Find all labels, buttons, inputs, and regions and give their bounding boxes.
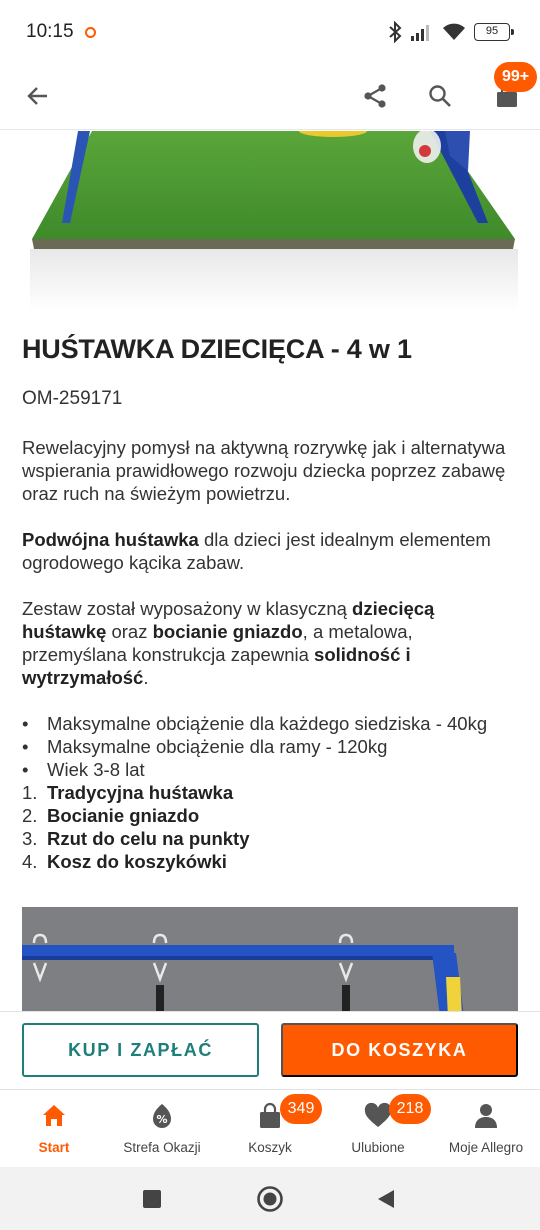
list-item-text: Kosz do koszykówki	[47, 851, 227, 872]
signal-icon	[410, 22, 434, 42]
status-time: 10:15	[26, 21, 74, 42]
recent-apps-button[interactable]	[134, 1181, 170, 1217]
number: 1.	[22, 782, 38, 803]
desc-bold: bocianie gniazdo	[152, 621, 303, 642]
battery-indicator: 95	[474, 23, 510, 41]
list-item	[22, 758, 532, 781]
list-item	[22, 781, 532, 804]
bullet: •	[22, 713, 29, 734]
number: 3.	[22, 828, 38, 849]
triangle-back-icon	[375, 1188, 397, 1210]
bottom-navigation	[0, 1089, 540, 1167]
discount-bag-icon	[148, 1102, 176, 1130]
back-button[interactable]	[14, 72, 62, 120]
favorites-count-badge: 218	[389, 1094, 431, 1124]
list-item	[22, 850, 532, 873]
square-icon	[142, 1189, 162, 1209]
product-sku: OM-259171	[22, 388, 123, 409]
purchase-action-bar	[0, 1011, 540, 1089]
desc-bold: dziecięcą huśtawkę	[22, 598, 435, 642]
home-icon	[40, 1102, 68, 1130]
share-icon	[361, 82, 389, 110]
notification-dot-icon	[85, 27, 96, 38]
list-item	[22, 804, 532, 827]
nav-label: Moje Allegro	[448, 1140, 524, 1155]
list-item-text: Bocianie gniazdo	[47, 805, 200, 826]
list-item	[22, 712, 532, 735]
number: 4.	[22, 851, 38, 872]
description-paragraph-2	[22, 528, 522, 574]
buy-now-button[interactable]: KUP I ZAPŁAĆ	[22, 1023, 259, 1077]
bullet: •	[22, 759, 29, 780]
add-to-cart-button[interactable]: DO KOSZYKA	[281, 1023, 518, 1077]
nav-item-moje-allegro[interactable]	[432, 1090, 540, 1168]
desc-text: oraz	[106, 621, 153, 642]
system-navigation-bar	[0, 1167, 540, 1230]
share-button[interactable]	[351, 72, 399, 120]
nav-label: Start	[38, 1140, 70, 1155]
desc-text: .	[143, 667, 149, 688]
desc-text: , a metalowa, przemyślana konstrukcja zapewnia	[22, 621, 413, 665]
description-paragraph-3	[22, 597, 522, 689]
search-button[interactable]	[416, 72, 464, 120]
product-photo	[0, 131, 540, 311]
status-bar	[0, 0, 540, 62]
status-icons	[388, 20, 510, 44]
bluetooth-icon	[388, 21, 402, 43]
nav-item-strefa-okazji[interactable]	[108, 1090, 216, 1168]
product-image-swing-on-grass[interactable]	[0, 131, 540, 311]
desc-text: dla dzieci jest idealnym elementem ogrodowego kącika zabaw.	[22, 529, 491, 573]
list-item-text: Rzut do celu na punkty	[47, 828, 250, 849]
back-system-button[interactable]	[368, 1181, 404, 1217]
heart-icon	[364, 1102, 392, 1130]
feature-list	[22, 712, 532, 873]
circle-icon	[256, 1185, 284, 1213]
search-icon	[427, 83, 453, 109]
svg-text:%: %	[156, 1113, 168, 1126]
list-item	[22, 827, 532, 850]
home-system-button[interactable]	[252, 1181, 288, 1217]
nav-label: Koszyk	[248, 1140, 292, 1155]
product-photo	[22, 907, 518, 1011]
number: 2.	[22, 805, 38, 826]
list-item-text: Maksymalne obciążenie dla ramy - 120kg	[47, 736, 388, 757]
list-item-text: Wiek 3-8 lat	[47, 759, 145, 780]
description-paragraph-1: Rewelacyjny pomysł na aktywną rozrywkę jak i alternatywa wspierania prawidłowego rozwoju dziecka poprzez zabawę oraz ruch na świeżym powietrzu.	[22, 437, 506, 504]
list-item-text: Tradycyjna huśtawka	[47, 782, 234, 803]
product-details[interactable]	[0, 131, 540, 1011]
wifi-icon	[442, 22, 466, 42]
nav-label: Strefa Okazji	[123, 1140, 201, 1155]
user-icon	[472, 1102, 500, 1130]
cart-count-badge: 349	[280, 1094, 322, 1124]
desc-bold: solidność i wytrzymałość	[22, 644, 411, 688]
nav-item-start[interactable]	[0, 1090, 108, 1168]
desc-text: Zestaw został wyposażony w klasyczną	[22, 598, 353, 619]
app-bar	[0, 62, 540, 130]
product-image-swing-frame[interactable]	[22, 907, 518, 1011]
list-item-text: Maksymalne obciążenie dla każdego siedziska - 40kg	[47, 713, 488, 734]
arrow-back-icon	[25, 83, 51, 109]
product-title: HUŚTAWKA DZIECIĘCA - 4 w 1	[22, 334, 412, 364]
list-item	[22, 735, 532, 758]
cart-count-badge: 99+	[494, 62, 537, 92]
desc-bold-double-swing: Podwójna huśtawka	[22, 529, 199, 550]
nav-label: Ulubione	[351, 1140, 405, 1155]
bullet: •	[22, 736, 29, 757]
